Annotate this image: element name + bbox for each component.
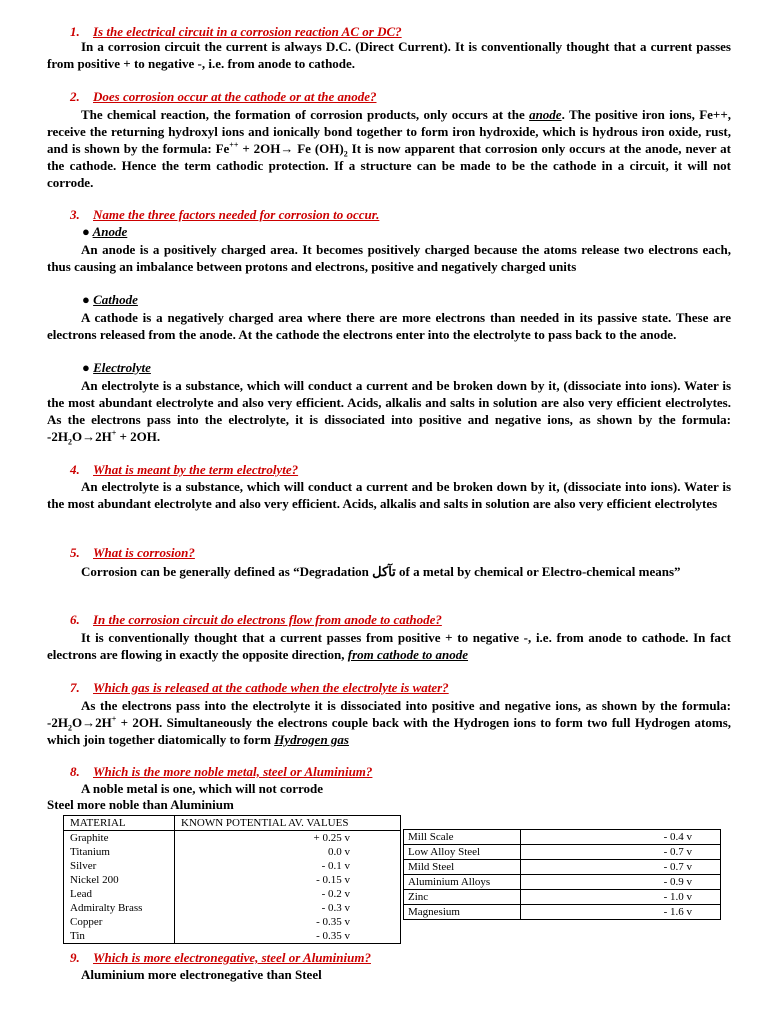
potential-table-left (63, 815, 401, 944)
electrolyte-text: An electrolyte is a substance, which will conduct a current and be broken down by it, (dissociate into ions). Water is the most abundant electrolyte and also very efficient. Acids, alkalis and salts in solution are also very efficient electrolytes. As the electrons pass into the electrolyte, it is dissociated into positive and negative ions, as shown by the formula: $-2H_2O\to 2H^+ + 2OH$. (47, 378, 731, 447)
answer-4: An electrolyte is a substance, which will conduct a current and be broken down by it, (dissociate into ions). Water is the most abundant electrolyte and also very efficient. Acids, alkalis and salts in solution are also very efficient electrolytes (47, 479, 731, 511)
question-4: 4. What is meant by the term electrolyte? (70, 462, 299, 477)
question-3: 3. Name the three factors needed for corrosion to occur. (70, 207, 380, 222)
table-header-row (64, 816, 401, 831)
table-row: Admiralty Brass - 0.3 v (64, 901, 401, 915)
answer-7: As the electrons pass into the electrolyte it is dissociated into positive and negative ions, as shown by the formula: $-2H_2O\to 2H^+ + 2OH$. Simultaneously the electrons couple back with the Hydrogen ions to form two full Hydrogen atoms, which join together diatomically to form Hydrogen gas (47, 698, 731, 747)
question-5: 5. What is corrosion? (70, 545, 195, 560)
table-row: Graphite + 0.25 v (64, 831, 401, 846)
table-row: Low Alloy Steel - 0.7 v (404, 845, 721, 860)
answer-5: Corrosion can be generally defined as “Degradation تآکل of a metal by chemical or Electro-chemical means” (81, 564, 681, 579)
table-row: Mill Scale - 0.4 v (404, 830, 721, 845)
table-row: Aluminium Alloys - 0.9 v (404, 875, 721, 890)
question-9: 9. Which is more electronegative, steel or Aluminium? (70, 950, 371, 965)
answer-2: The chemical reaction, the formation of corrosion products, only occurs at the anode. The positive iron ions, Fe++, receive the returning hydroxyl ions and ionically bond together to form iron hydroxide, which is hydrous iron oxide, rust, and is shown by the formula: Fe++ + 2OH→ Fe $(OH)_2$ It is now apparent that corrosion only occurs at the anode, never at the cathode. Hence the term cathodic protection. If a structure can be made to be the cathode in a circuit, it will not corrode. (47, 107, 731, 190)
table-header-potential: KNOWN POTENTIAL AV. VALUES (175, 816, 401, 831)
table-row: Titanium 0.0 v (64, 845, 401, 859)
bullet-anode: ● Anode (82, 224, 128, 239)
table-header-material: MATERIAL (64, 816, 175, 831)
table-row: Copper - 0.35 v (64, 915, 401, 929)
table-row: Mild Steel - 0.7 v (404, 860, 721, 875)
table-row: Nickel 200 - 0.15 v (64, 873, 401, 887)
bullet-cathode: ● Cathode (82, 292, 138, 307)
anode-text: An anode is a positively charged area. It becomes positively charged because the atoms release two electrons each, thus causing an imbalance between protons and electrons, positive and negatively charged units (47, 242, 731, 274)
table-row: Silver - 0.1 v (64, 859, 401, 873)
table-row: Lead - 0.2 v (64, 887, 401, 901)
question-6: 6. In the corrosion circuit do electrons flow from anode to cathode? (70, 612, 442, 627)
table-row: Zinc - 1.0 v (404, 890, 721, 905)
bullet-electrolyte: ● Electrolyte (82, 360, 151, 375)
potential-table-right (403, 829, 721, 920)
answer-1: In a corrosion circuit the current is always D.C. (Direct Current). It is conventionally thought that a current passes from positive + to negative -, i.e. from anode to cathode. (47, 39, 731, 71)
answer-8-line2: Steel more noble than Aluminium (47, 797, 234, 812)
question-8: 8. Which is the more noble metal, steel or Aluminium? (70, 764, 373, 779)
answer-8-line1: A noble metal is one, which will not corrode (81, 781, 324, 796)
table-row: Magnesium - 1.6 v (404, 905, 721, 920)
question-7: 7. Which gas is released at the cathode when the electrolyte is water? (70, 680, 449, 695)
answer-6: It is conventionally thought that a current passes from positive + to negative -, i.e. from anode to cathode. In fact electrons are flowing in exactly the opposite direction, from cathode to anode (47, 630, 731, 662)
question-2: 2. Does corrosion occur at the cathode or at the anode? (70, 89, 377, 104)
table-row: Tin - 0.35 v (64, 929, 401, 944)
cathode-text: A cathode is a negatively charged area where there are more electrons than needed in its passive state. These are electrons released from the anode. At the cathode the electrons enter into the electrolyte to pass back to the anode. (47, 310, 731, 342)
question-1: 1. Is the electrical circuit in a corrosion reaction AC or DC? (70, 24, 402, 39)
answer-9: Aluminium more electronegative than Steel (81, 967, 322, 982)
